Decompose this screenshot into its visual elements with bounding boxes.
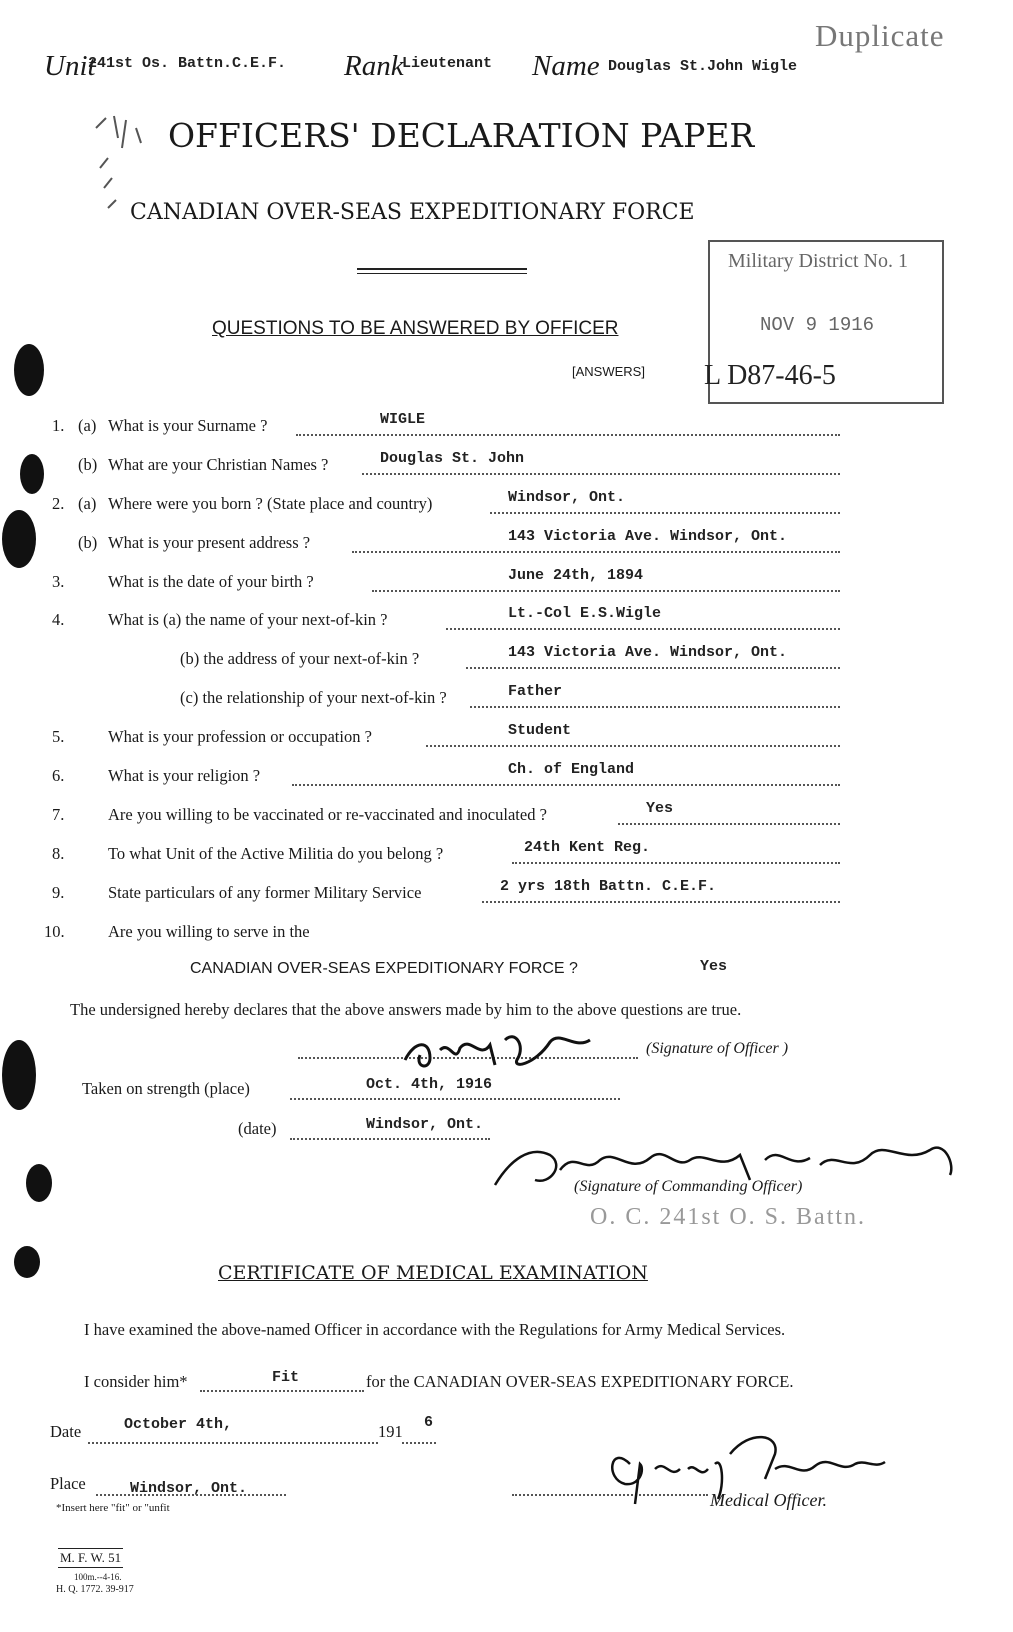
question-text: What is your religion ?	[108, 766, 261, 785]
answer-line	[446, 628, 840, 630]
answer-line	[482, 901, 840, 903]
question-answer: Douglas St. John	[380, 450, 525, 467]
medical-year-suffix: 6	[424, 1414, 434, 1431]
question-text: What is your present address ?	[108, 533, 311, 552]
form-title: OFFICERS' DECLARATION PAPER	[168, 116, 755, 155]
medical-date-value: October 4th,	[124, 1416, 233, 1433]
answer-line	[426, 745, 840, 747]
medical-place-value: Windsor, Ont.	[130, 1480, 248, 1497]
answer-line	[490, 512, 840, 514]
question-text: What is (a) the name of your next-of-kin ?	[108, 610, 388, 629]
question-text: What is the date of your birth ?	[108, 572, 314, 591]
co-signature-label: (Signature of Commanding Officer)	[574, 1178, 803, 1195]
form-code: M. F. W. 51	[58, 1548, 123, 1568]
medical-place-label: Place	[50, 1474, 86, 1493]
question-answer: Yes	[646, 800, 674, 817]
question-text: Are you willing to be vaccinated or re-vaccinated and inoculated ?	[108, 805, 547, 824]
medical-line1: I have examined the above-named Officer in accordance with the Regulations for Army Medical Services.	[84, 1320, 786, 1339]
question-text: What is your Surname ?	[108, 416, 268, 435]
title-rule	[357, 268, 527, 274]
question-answer: Windsor, Ont.	[508, 489, 626, 506]
medical-date-line	[88, 1442, 378, 1444]
punch-hole	[2, 1040, 36, 1110]
question-text: What are your Christian Names ?	[108, 455, 329, 474]
question-answer: Ch. of England	[508, 761, 635, 778]
question-number: 3.	[52, 572, 65, 591]
question-answer: Lt.-Col E.S.Wigle	[508, 605, 662, 622]
rank-value: Lieutenant	[402, 55, 493, 72]
rank-label: Rank	[344, 50, 404, 82]
unit-value: 241st Os. Battn.C.E.F.	[88, 55, 287, 72]
question-number: 8.	[52, 844, 65, 863]
stamp-district: Military District No. 1	[728, 250, 908, 272]
officer-signature-icon	[400, 1020, 600, 1075]
question-text: Where were you born ? (State place and country)	[108, 494, 433, 513]
question-number: 5.	[52, 727, 65, 746]
answer-line	[372, 590, 840, 592]
unit-label: Unit	[44, 50, 96, 82]
duplicate-mark: Duplicate	[815, 18, 945, 53]
name-label: Name	[532, 50, 600, 82]
declaration-text: The undersigned hereby declares that the above answers made by him to the above questions are true.	[70, 1000, 742, 1019]
consider-value: Fit	[272, 1369, 300, 1386]
consider-line	[200, 1390, 364, 1392]
question-part: (a)	[78, 494, 97, 513]
question-answer: 24th Kent Reg.	[524, 839, 651, 856]
punch-hole	[14, 1246, 40, 1278]
medical-title: CERTIFICATE OF MEDICAL EXAMINATION	[218, 1262, 648, 1284]
form-hq-ref: H. Q. 1772. 39-917	[56, 1584, 134, 1595]
punch-hole	[20, 454, 44, 494]
q10-line2: CANADIAN OVER-SEAS EXPEDITIONARY FORCE ?	[190, 960, 578, 977]
question-part: (b)	[78, 455, 98, 474]
strength-place-label: Taken on strength (place)	[82, 1079, 250, 1098]
question-text: (b) the address of your next-of-kin ?	[180, 649, 420, 668]
question-number: 9.	[52, 883, 65, 902]
question-answer: June 24th, 1894	[508, 567, 644, 584]
medical-year-prefix: 191	[378, 1422, 403, 1441]
officer-signature-label: (Signature of Officer )	[646, 1040, 789, 1057]
medical-officer-label: Medical Officer.	[710, 1490, 827, 1510]
section-title: QUESTIONS TO BE ANSWERED BY OFFICER	[212, 318, 619, 339]
question-text: State particulars of any former Military Service	[108, 883, 422, 902]
co-stamp: O. C. 241st O. S. Battn.	[590, 1204, 867, 1230]
q10-answer: Yes	[700, 958, 728, 975]
answer-line	[292, 784, 840, 786]
question-number: 7.	[52, 805, 65, 824]
question-text: Are you willing to serve in the	[108, 922, 310, 941]
punch-hole	[14, 344, 44, 396]
answer-line	[296, 434, 840, 436]
answer-line	[352, 551, 840, 553]
question-number: 4.	[52, 610, 65, 629]
consider-suffix: for the CANADIAN OVER-SEAS EXPEDITIONARY FORCE.	[366, 1372, 794, 1391]
question-answer: 143 Victoria Ave. Windsor, Ont.	[508, 644, 788, 661]
question-number: 6.	[52, 766, 65, 785]
strength-place-value: Oct. 4th, 1916	[366, 1076, 493, 1093]
answer-line	[466, 667, 840, 669]
punch-hole	[26, 1164, 52, 1202]
question-text: (c) the relationship of your next-of-kin ?	[180, 688, 447, 707]
question-text: What is your profession or occupation ?	[108, 727, 372, 746]
answers-label: [ANSWERS]	[572, 364, 645, 379]
question-text: To what Unit of the Active Militia do you belong ?	[108, 844, 444, 863]
answer-line	[618, 823, 840, 825]
strength-date-label: (date)	[238, 1119, 277, 1138]
question-number: 10.	[44, 922, 65, 941]
answer-line	[470, 706, 840, 708]
consider-label: I consider him*	[84, 1372, 188, 1391]
answer-line	[512, 862, 840, 864]
form-subtitle: CANADIAN OVER-SEAS EXPEDITIONARY FORCE	[130, 200, 695, 225]
question-part: (a)	[78, 416, 97, 435]
strength-date-value: Windsor, Ont.	[366, 1116, 484, 1133]
medical-year-line	[402, 1442, 436, 1444]
question-answer: Student	[508, 722, 572, 739]
stamp-number: L D87-46-5	[704, 360, 836, 391]
stamp-date: NOV 9 1916	[760, 314, 875, 336]
strength-place-line	[290, 1098, 620, 1100]
name-value: Douglas St.John Wigle	[608, 58, 798, 75]
question-answer: 143 Victoria Ave. Windsor, Ont.	[508, 528, 788, 545]
question-number: 1.	[52, 416, 65, 435]
question-number: 2.	[52, 494, 65, 513]
question-answer: 2 yrs 18th Battn. C.E.F.	[500, 878, 717, 895]
strength-date-line	[290, 1138, 490, 1140]
question-part: (b)	[78, 533, 98, 552]
form-print-run: 100m.--4-16.	[74, 1572, 122, 1582]
medical-footnote: *Insert here "fit" or "unfit	[56, 1502, 170, 1514]
punch-hole	[2, 510, 36, 568]
medical-date-label: Date	[50, 1422, 82, 1441]
district-stamp	[704, 240, 944, 404]
question-answer: Father	[508, 683, 563, 700]
question-answer: WIGLE	[380, 411, 426, 428]
answer-line	[362, 473, 840, 475]
